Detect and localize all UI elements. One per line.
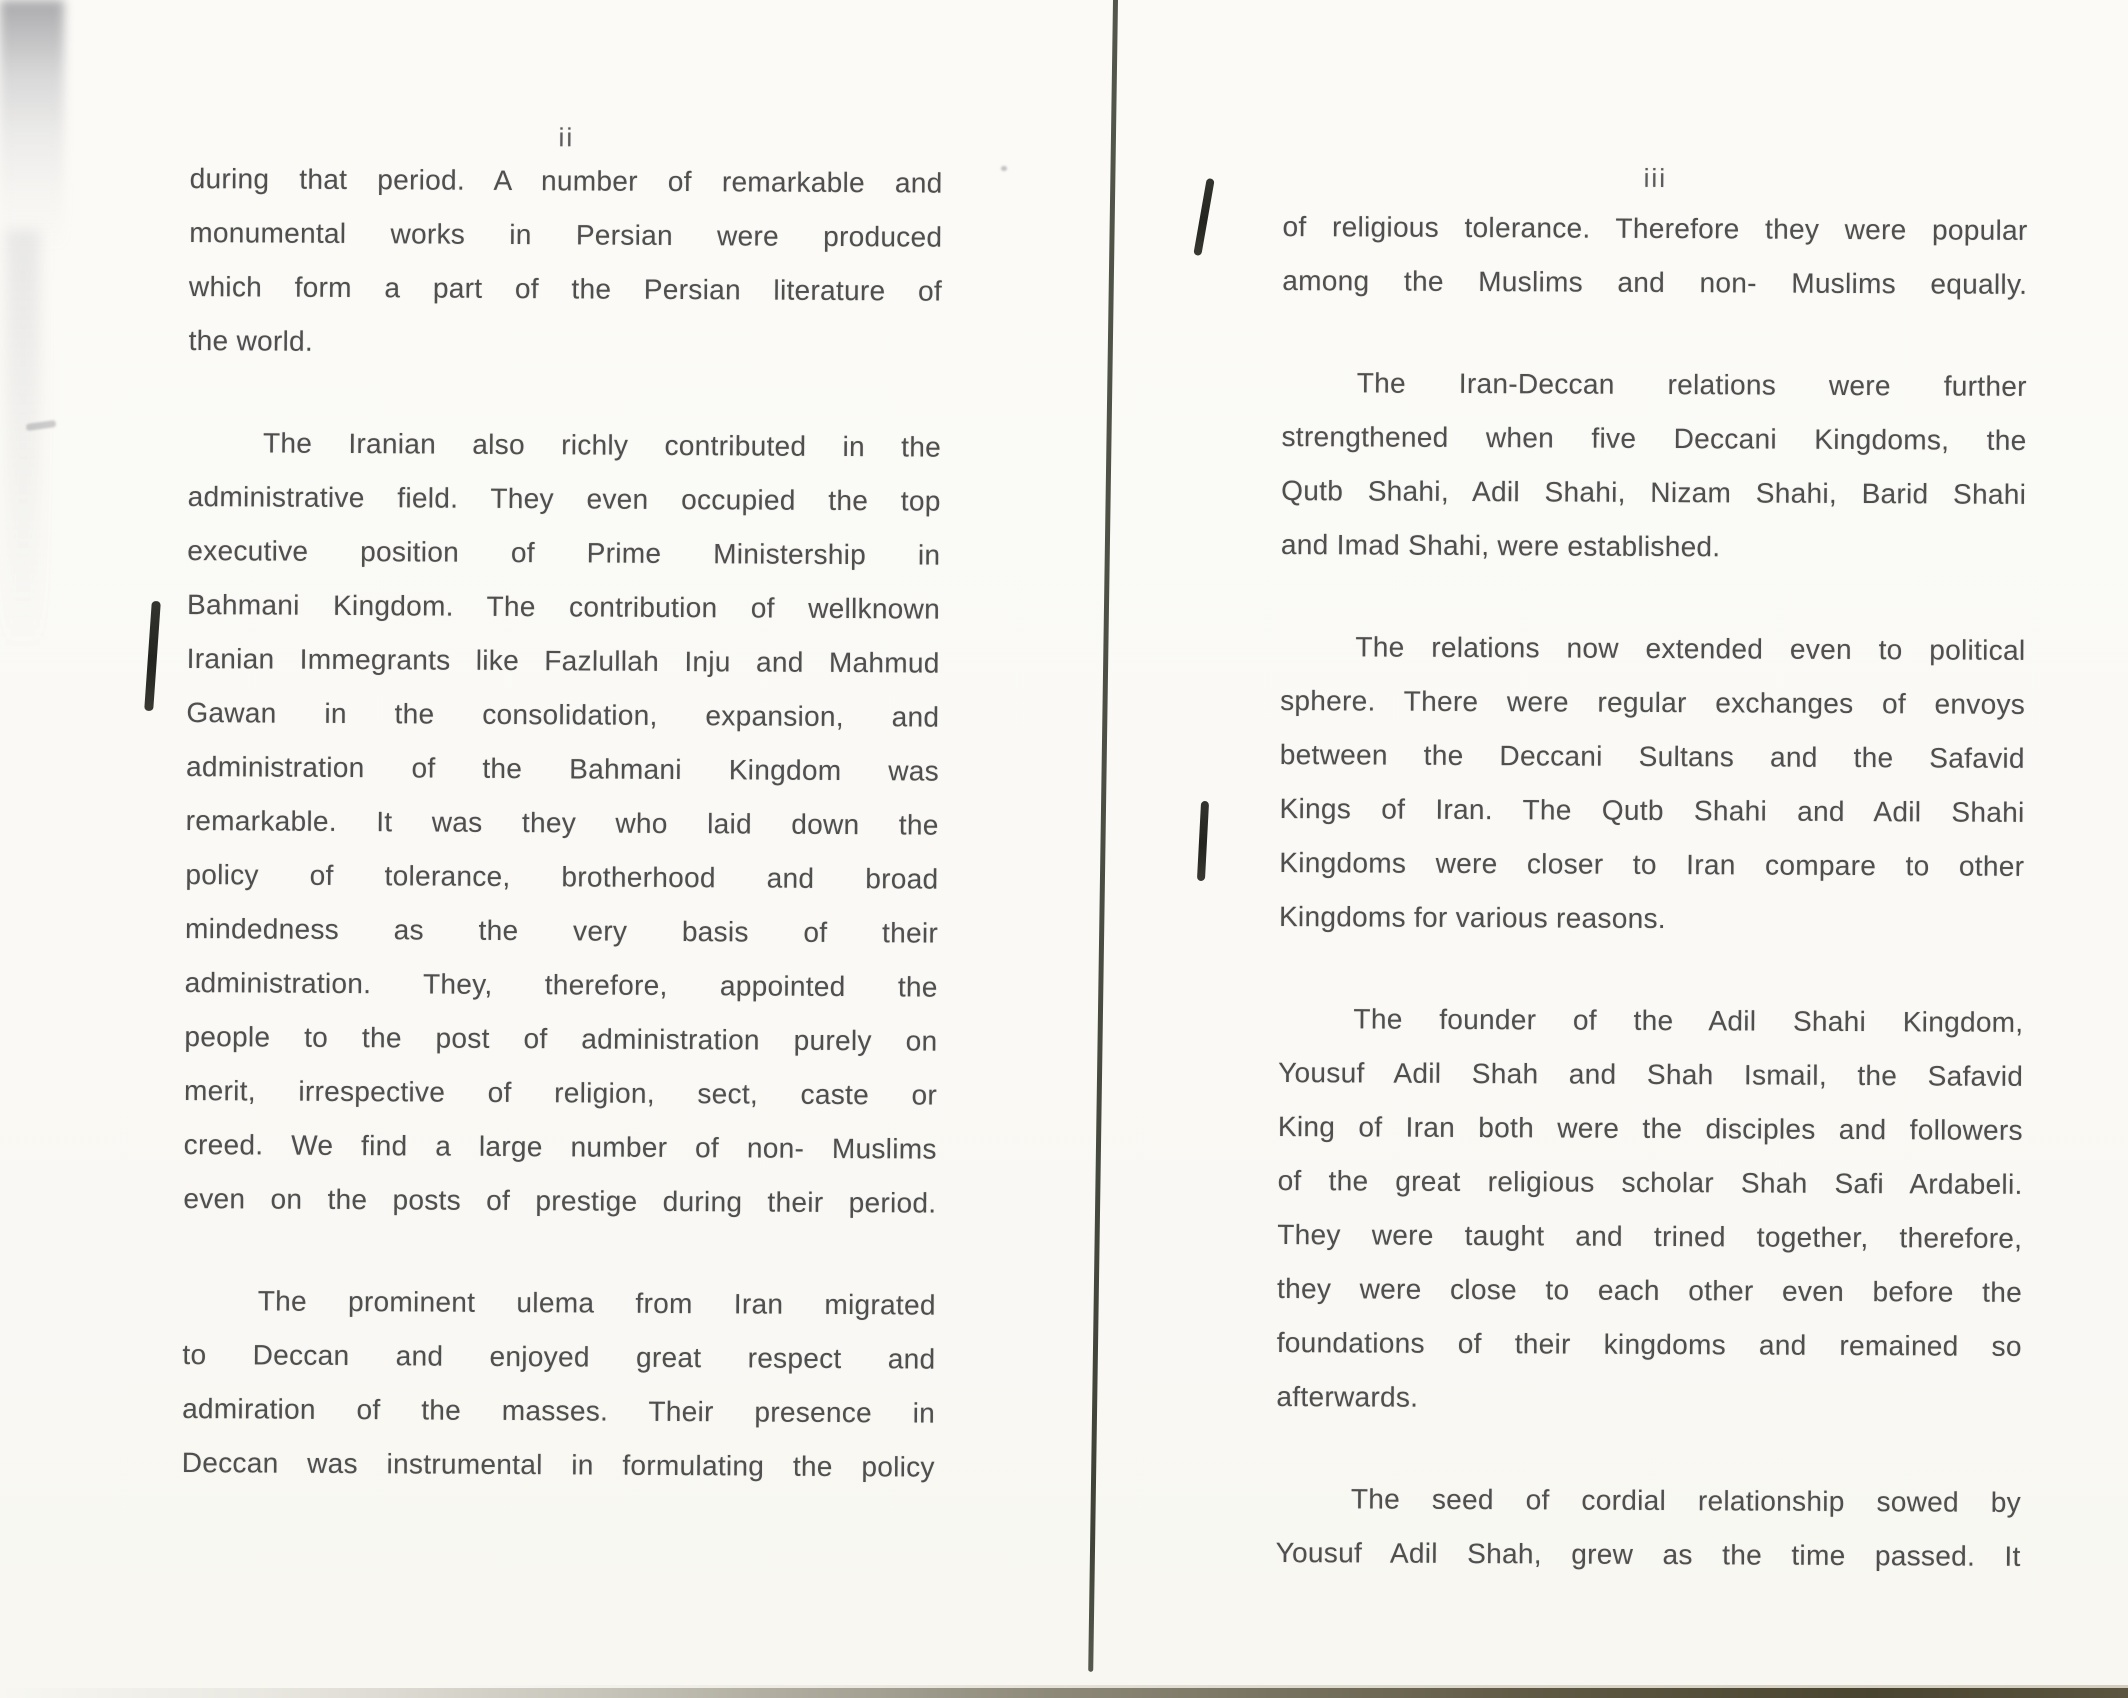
text-line: creed. We find a large number of non- Muslims: [183, 1128, 937, 1165]
text-line: Bahmani Kingdom. The contribution of wellknown: [186, 588, 941, 625]
text-line: monumental works in Persian were produced: [189, 216, 943, 253]
page-number: iii: [1643, 162, 1668, 194]
text-line: between the Deccani Sultans and the Safavid: [1279, 738, 2025, 774]
text-line: Kingdoms for various reasons.: [1278, 900, 1666, 935]
text-line: sphere. There were regular exchanges of envoys: [1280, 684, 2026, 720]
paragraph: [1276, 1472, 2022, 1584]
text-line: of religious tolerance. Therefore they were popular: [1282, 210, 2028, 246]
text-line: Kings of Iran. The Qutb Shahi and Adil Shahi: [1279, 792, 2025, 828]
text-line: Kingdoms were closer to Iran compare to other: [1279, 846, 2025, 882]
paragraph: [1282, 200, 2028, 312]
book-spine-shadow: [1088, 0, 1118, 1672]
scan-speck: [1001, 166, 1007, 171]
text-line: King of Iran both were the disciples and followers: [1277, 1110, 2023, 1146]
text-line: administrative field. They even occupied the top: [187, 480, 941, 517]
text-line: policy of tolerance, brotherhood and broad: [185, 858, 939, 895]
text-line: Iranian Immegrants like Fazlullah Inju and Mahmud: [186, 642, 940, 679]
text-line: which form a part of the Persian literature of: [188, 270, 943, 307]
text-line: The seed of cordial relationship sowed by: [1350, 1483, 2022, 1518]
text-line: afterwards.: [1276, 1380, 1419, 1413]
paragraph: [1279, 620, 2026, 948]
text-line: to Deccan and enjoyed great respect and: [182, 1338, 936, 1375]
text-line: executive position of Prime Ministership in: [187, 534, 941, 571]
text-line: Gawan in the consolidation, expansion, and: [186, 696, 940, 733]
text-line: The prominent ulema from Iran migrated: [257, 1285, 936, 1321]
text-line: They were taught and trined together, therefore,: [1277, 1218, 2023, 1254]
text-line: during that period. A number of remarkable and: [189, 162, 943, 199]
scan-edge-bar: [0, 1688, 2128, 1698]
text-line: Deccan was instrumental in formulating the policy: [181, 1446, 935, 1483]
paragraph: [188, 152, 942, 373]
text-line: remarkable. It was they who laid down the: [185, 804, 939, 841]
right-page: [1276, 152, 2028, 1584]
page-number: ii: [558, 122, 575, 153]
text-line: they were close to each other even before the: [1276, 1272, 2023, 1308]
text-line: Yousuf Adil Shah, grew as the time passed. It: [1275, 1536, 2021, 1572]
text-line: mindedness as the very basis of their: [184, 912, 939, 949]
text-line: administration. They, therefore, appointed the: [184, 966, 938, 1003]
text-line: The relations now extended even to political: [1355, 631, 2026, 666]
text-line: and Imad Shahi, were established.: [1280, 528, 1721, 563]
text-line: people to the post of administration purely on: [184, 1020, 938, 1057]
scan-smudge-faint: [6, 230, 40, 650]
left-page: [182, 119, 943, 1495]
text-line: strengthened when five Deccani Kingdoms, the: [1281, 420, 2027, 456]
paragraph: [1281, 356, 2027, 576]
text-line: The Iranian also richly contributed in the: [262, 427, 942, 463]
right-page-text: [1276, 200, 2028, 1584]
text-line: The Iran-Deccan relations were further: [1356, 367, 2027, 402]
text-line: among the Muslims and non- Muslims equally.: [1282, 264, 2028, 300]
scan-smudge: [0, 0, 64, 250]
text-line: Yousuf Adil Shah and Shah Ismail, the Safavid: [1278, 1056, 2024, 1092]
paragraph: [182, 1274, 936, 1495]
text-line: of the great religious scholar Shah Safi Ardabeli.: [1277, 1164, 2023, 1200]
text-line: The founder of the Adil Shahi Kingdom,: [1353, 1003, 2024, 1038]
text-line: Qutb Shahi, Adil Shahi, Nizam Shahi, Barid Shahi: [1281, 474, 2027, 510]
pen-mark: [144, 601, 161, 711]
pen-mark: [1193, 178, 1214, 256]
paragraph: [183, 416, 941, 1231]
text-line: admiration of the masses. Their presence in: [182, 1392, 936, 1429]
left-page-text: [182, 152, 943, 1495]
text-line: even on the posts of prestige during their period.: [183, 1182, 937, 1219]
pen-mark: [1197, 801, 1209, 881]
paragraph: [1276, 992, 2023, 1428]
text-line: merit, irrespective of religion, sect, caste or: [183, 1074, 938, 1111]
text-line: the world.: [188, 324, 314, 357]
text-line: foundations of their kingdoms and remained so: [1276, 1326, 2022, 1362]
text-line: administration of the Bahmani Kingdom was: [185, 750, 940, 787]
